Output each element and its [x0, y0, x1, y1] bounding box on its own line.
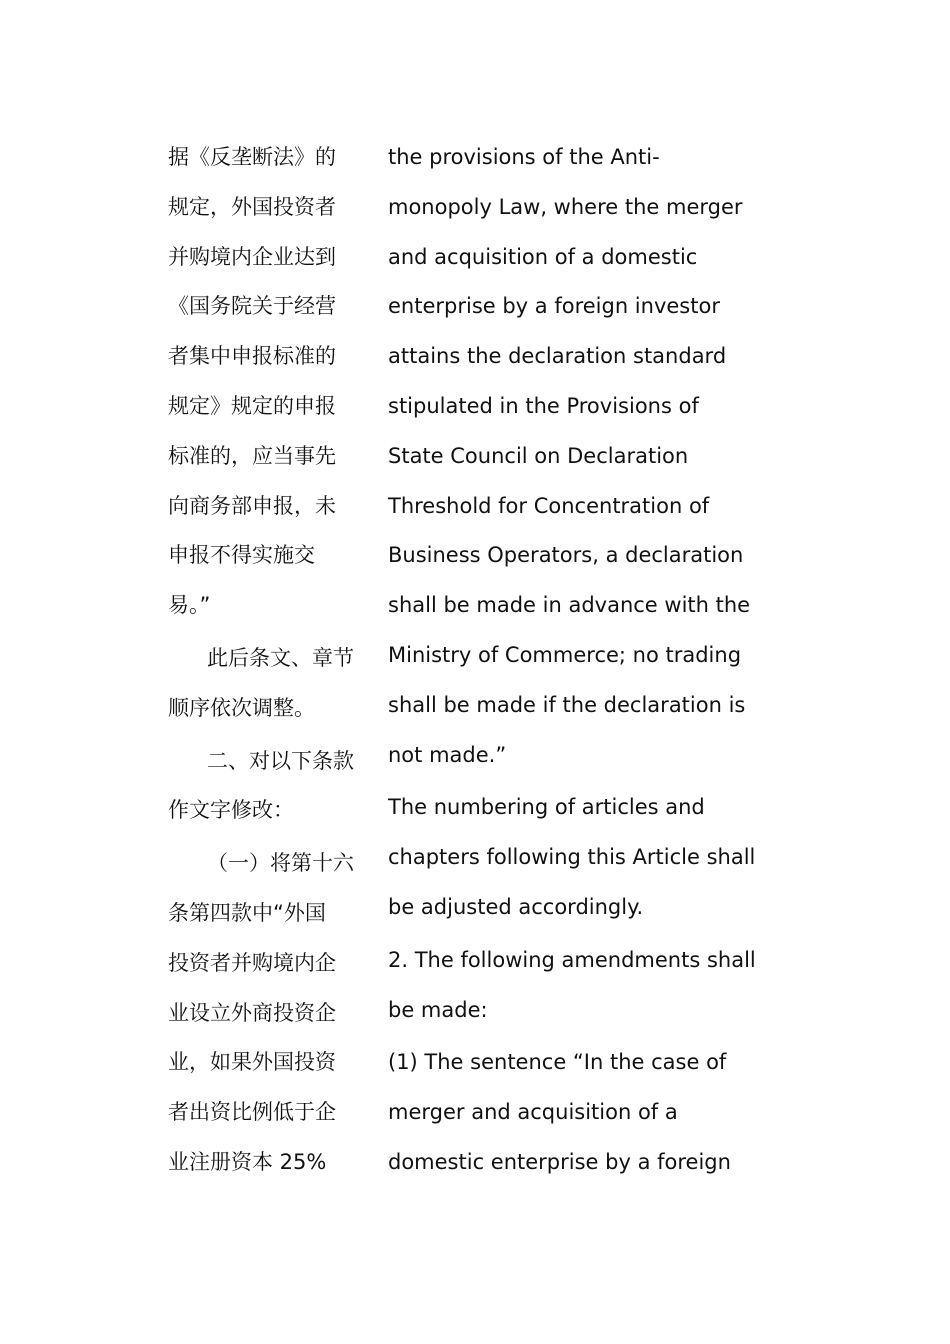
- zh-line: 者集中申报标准的: [168, 344, 336, 369]
- en-line: (1) The sentence “In the case of: [388, 1050, 727, 1075]
- en-line: The numbering of articles and: [388, 795, 705, 820]
- zh-line: 并购境内企业达到: [168, 244, 336, 269]
- en-line: stipulated in the Provisions of: [388, 393, 699, 418]
- english-text-column: [388, 133, 788, 1191]
- en-paragraph-1: [388, 133, 788, 780]
- zh-paragraph-2: [168, 634, 368, 734]
- zh-line: 二、对以下条款: [207, 748, 354, 773]
- en-line: merger and acquisition of a: [388, 1100, 678, 1125]
- en-line: not made.”: [388, 742, 507, 767]
- en-line: chapters following this Article shall: [388, 845, 756, 870]
- zh-line: 标准的，应当事先: [168, 443, 336, 468]
- en-line: Threshold for Concentration of: [388, 493, 710, 518]
- zh-line: 据《反垄断法》的: [168, 145, 336, 169]
- en-line: be adjusted accordingly.: [388, 894, 644, 919]
- en-line: State Council on Declaration: [388, 443, 689, 468]
- zh-line: 规定》规定的申报: [168, 393, 336, 418]
- zh-line: 业注册资本 25%: [168, 1149, 327, 1174]
- en-line: Ministry of Commerce; no trading: [388, 642, 742, 667]
- zh-line: 业，如果外国投资: [168, 1050, 336, 1075]
- en-line: and acquisition of a domestic: [388, 244, 698, 269]
- zh-line: 申报不得实施交: [168, 543, 315, 568]
- zh-line: 此后条文、章节: [207, 645, 354, 670]
- en-line: Business Operators, a declaration: [388, 543, 744, 568]
- zh-line: 作文字修改：: [168, 798, 294, 823]
- zh-line: 向商务部申报，未: [168, 493, 336, 518]
- zh-line: 规定，外国投资者: [168, 194, 336, 219]
- zh-line: 顺序依次调整。: [168, 695, 315, 720]
- en-line: enterprise by a foreign investor: [388, 294, 720, 319]
- en-line: domestic enterprise by a foreign: [388, 1149, 731, 1174]
- en-line: be made:: [388, 997, 488, 1022]
- en-line: shall be made if the declaration is: [388, 692, 746, 717]
- zh-paragraph-1: [168, 133, 368, 631]
- en-paragraph-2: [388, 783, 788, 932]
- en-line: attains the declaration standard: [388, 344, 727, 369]
- en-line: monopoly Law, where the merger: [388, 194, 743, 219]
- zh-line: 投资者并购境内企: [168, 950, 336, 975]
- en-line: shall be made in advance with the: [388, 593, 751, 618]
- zh-line: 易。”: [168, 593, 211, 618]
- zh-line: 《国务院关于经营: [168, 294, 336, 319]
- en-line: 2. The following amendments shall: [388, 947, 756, 972]
- zh-paragraph-4: [168, 839, 368, 1188]
- zh-line: 者出资比例低于企: [168, 1100, 336, 1125]
- zh-line: （一）将第十六: [207, 851, 354, 876]
- en-line: the provisions of the Anti-: [388, 145, 660, 169]
- en-paragraph-4: [388, 1038, 788, 1187]
- en-paragraph-3: [388, 936, 788, 1036]
- zh-paragraph-3: [168, 737, 368, 837]
- zh-line: 条第四款中“外国: [168, 900, 326, 925]
- zh-line: 业设立外商投资企: [168, 1000, 336, 1025]
- chinese-text-column: [168, 133, 368, 1191]
